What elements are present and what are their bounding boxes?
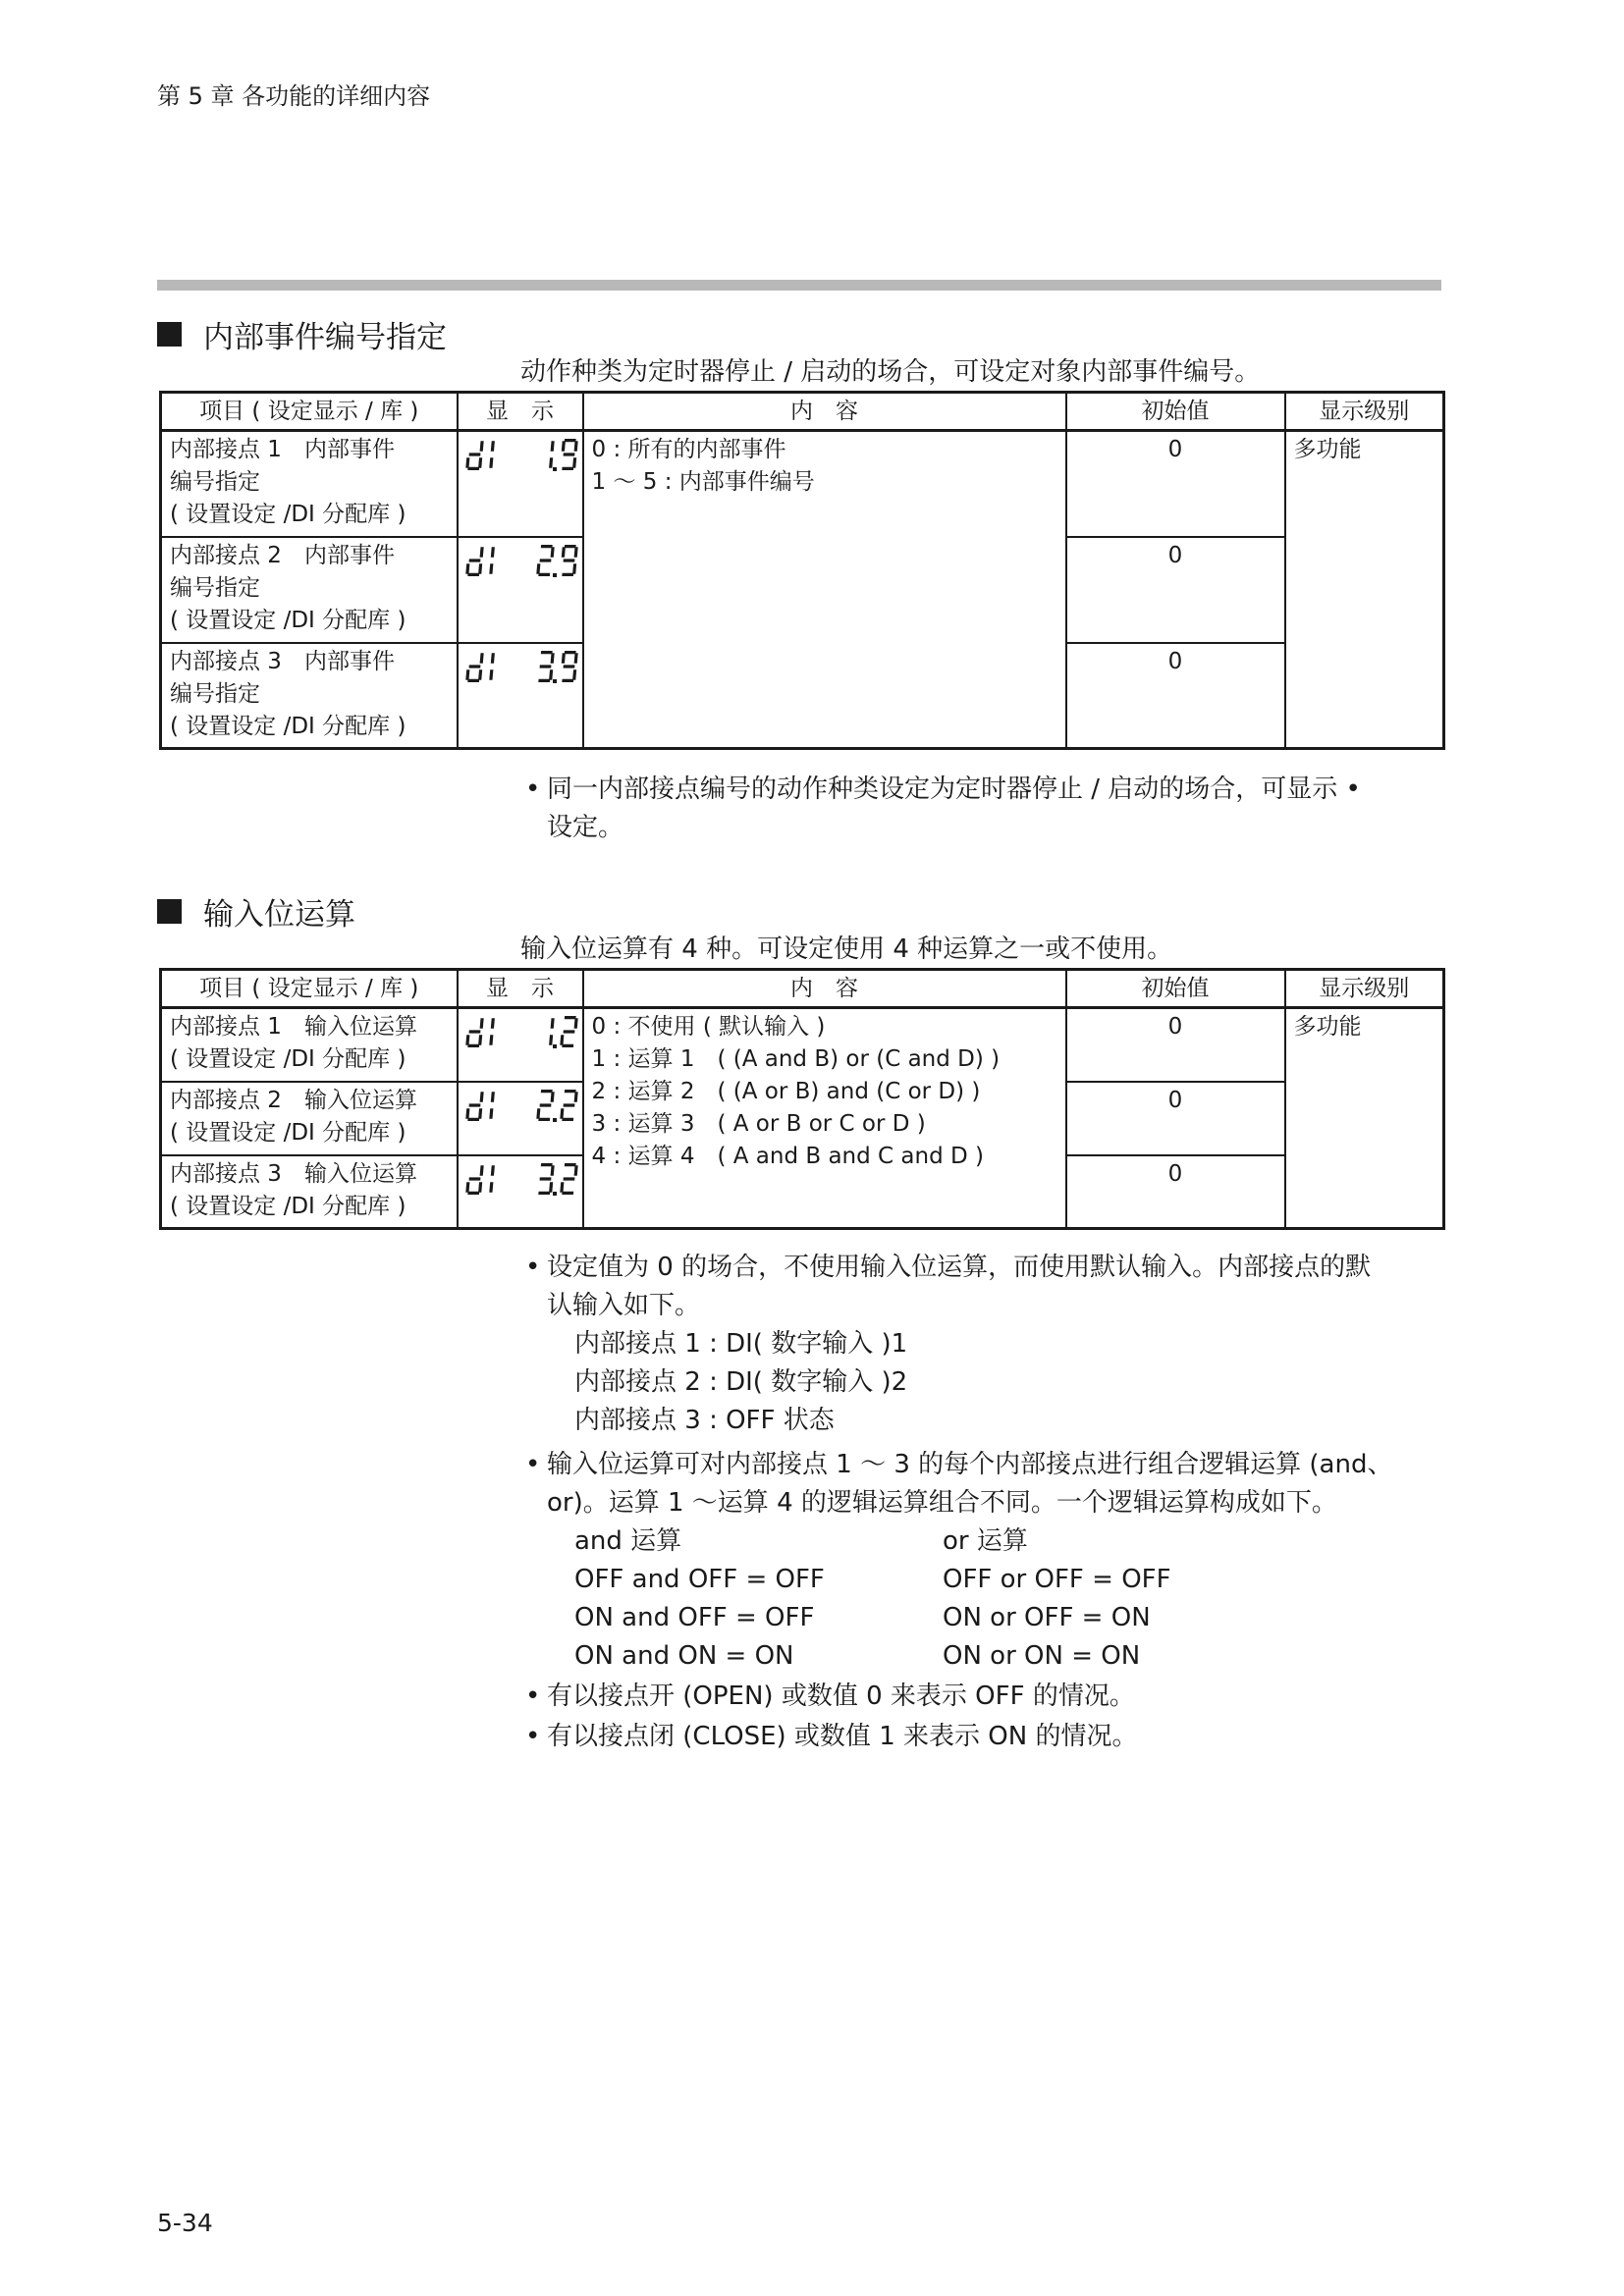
initial-cell: 0 (1066, 1008, 1285, 1082)
note-item: • 有以接点开 (OPEN) 或数值 0 来表示 OFF 的情况。 (525, 1682, 1135, 1711)
page-number: 5-34 (157, 2209, 213, 2237)
display-cell (458, 1082, 583, 1155)
section1-intro: 动作种类为定时器停止 / 启动的场合，可设定对象内部事件编号。 (520, 357, 1261, 387)
col-header-display: 显 示 (458, 393, 583, 431)
note-item: • 设定值为 0 的场合，不使用输入位运算，而使用默认输入。内部接点的默 认输入如下。 (525, 1253, 1372, 1320)
initial-cell: 0 (1066, 643, 1285, 749)
and-operations: and 运算 OFF and OFF = OFF ON and OFF = OFF ON and ON = ON (574, 1526, 825, 1671)
item-cell: 内部接点 3 内部事件 编号指定 ( 设置设定 /DI 分配库 ) (161, 643, 458, 749)
col-header-level: 显示级别 (1285, 393, 1444, 431)
initial-cell: 0 (1066, 1082, 1285, 1155)
display-cell (458, 1155, 583, 1229)
default-input-list: 内部接点 1 : DI( 数字输入 )1 内部接点 2 : DI( 数字输入 )2 内部接点 3 : OFF 状态 (574, 1329, 908, 1435)
initial-cell: 0 (1066, 537, 1285, 643)
level-cell: 多功能 (1285, 1008, 1444, 1229)
lcd-display (462, 438, 586, 477)
display-cell (458, 431, 583, 537)
section1-title-text: 内部事件编号指定 (203, 320, 447, 355)
content-cell: 0 : 所有的内部事件 1 ～ 5 : 内部事件编号 (583, 431, 1066, 749)
section-divider (157, 280, 1441, 291)
lcd-display (462, 1015, 586, 1054)
display-cell (458, 1008, 583, 1082)
lcd-display (462, 650, 586, 689)
col-header-item: 项目 ( 设定显示 / 库 ) (161, 393, 458, 431)
col-header-item: 项目 ( 设定显示 / 库 ) (161, 970, 458, 1008)
chapter-header: 第 5 章 各功能的详细内容 (157, 82, 431, 110)
section1-title (157, 312, 447, 356)
section2-title-text: 输入位运算 (203, 897, 355, 933)
level-cell: 多功能 (1285, 431, 1444, 749)
lcd-display (462, 1089, 586, 1128)
col-header-initial: 初始值 (1066, 393, 1285, 431)
item-cell: 内部接点 3 输入位运算 ( 设置设定 /DI 分配库 ) (161, 1155, 458, 1229)
table-row (161, 431, 1444, 537)
display-cell (458, 537, 583, 643)
item-cell: 内部接点 1 输入位运算 ( 设置设定 /DI 分配库 ) (161, 1008, 458, 1082)
logic-table (525, 1522, 1443, 1676)
lcd-display (462, 1162, 586, 1201)
col-header-level: 显示级别 (1285, 970, 1444, 1008)
item-cell: 内部接点 2 内部事件 编号指定 ( 设置设定 /DI 分配库 ) (161, 537, 458, 643)
item-cell: 内部接点 2 输入位运算 ( 设置设定 /DI 分配库 ) (161, 1082, 458, 1155)
lcd-display (462, 544, 586, 583)
initial-cell: 0 (1066, 1155, 1285, 1229)
display-cell (458, 643, 583, 749)
section-bullet-square (157, 899, 182, 924)
note-item: • 同一内部接点编号的动作种类设定为定时器停止 / 启动的场合，可显示 • 设定。 (525, 774, 1361, 842)
note-item: • 输入位运算可对内部接点 1 ～ 3 的每个内部接点进行组合逻辑运算 (and、 or)。运算 1 ～运算 4 的逻辑运算组合不同。一个逻辑运算构成如下。 (525, 1450, 1393, 1518)
col-header-content: 内 容 (583, 970, 1066, 1008)
col-header-content: 内 容 (583, 393, 1066, 431)
note-item: • 有以接点闭 (CLOSE) 或数值 1 来表示 ON 的情况。 (525, 1722, 1138, 1751)
section1-table (159, 391, 1445, 750)
col-header-initial: 初始值 (1066, 970, 1285, 1008)
table-row (161, 1008, 1444, 1082)
section2-notes (525, 1249, 1443, 1756)
col-header-display: 显 示 (458, 970, 583, 1008)
section1-notes (525, 771, 1443, 847)
section-bullet-square (157, 322, 182, 347)
section2-intro: 输入位运算有 4 种。可设定使用 4 种运算之一或不使用。 (520, 934, 1173, 964)
content-cell: 0 : 不使用 ( 默认输入 ) 1 : 运算 1 ( (A and B) or (C and D) ) 2 : 运算 2 ( (A or B) and (C or D) ) 3 : 运算 3 ( A or B or C or D ) 4 : 运算 4 ( A and B and C and D ) (583, 1008, 1066, 1229)
or-operations: or 运算 OFF or OFF = OFF ON or OFF = ON ON or ON = ON (943, 1526, 1171, 1671)
section2-title (157, 889, 355, 934)
initial-cell: 0 (1066, 431, 1285, 537)
item-cell: 内部接点 1 内部事件 编号指定 ( 设置设定 /DI 分配库 ) (161, 431, 458, 537)
section2-table (159, 968, 1445, 1230)
